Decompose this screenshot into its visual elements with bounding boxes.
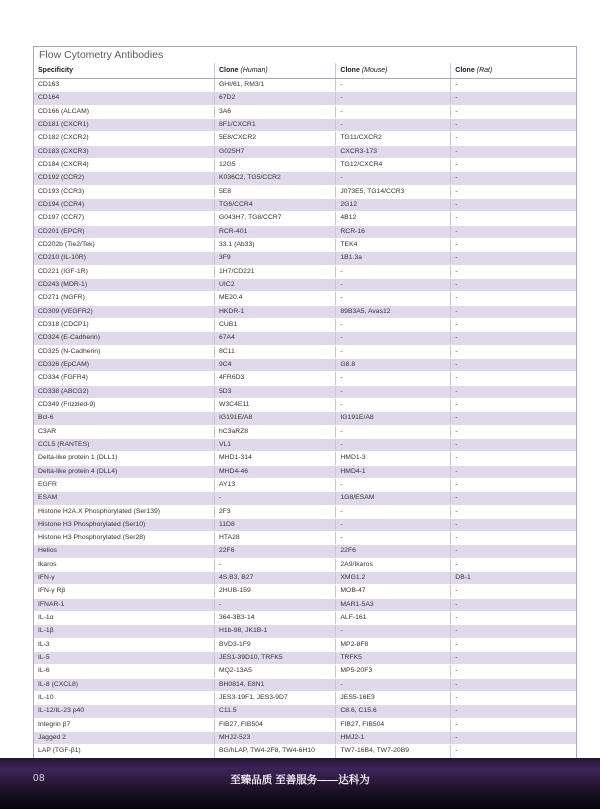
table-cell: - <box>336 478 451 491</box>
table-cell: - <box>336 332 451 345</box>
table-row <box>34 705 576 718</box>
table-cell: 12G5 <box>214 158 335 171</box>
page-title: Flow Cytometry Antibodies <box>39 49 164 61</box>
table-cell: IL-1α <box>34 612 214 625</box>
table-row <box>34 372 576 385</box>
table-cell: CD183 (CXCR3) <box>34 145 214 158</box>
table-cell: 4FR6D3 <box>214 372 335 385</box>
table-row <box>34 478 576 491</box>
table-cell: C11.5 <box>214 705 335 718</box>
table-cell: MOB-47 <box>336 585 451 598</box>
table-row <box>34 385 576 398</box>
table-cell: 5E8/CXCR2 <box>214 132 335 145</box>
table-row <box>34 332 576 345</box>
table-cell: MHD1-314 <box>214 452 335 465</box>
table-row <box>34 238 576 251</box>
table-cell: HMD4-1 <box>336 465 451 478</box>
table-cell: HMJ2-1 <box>336 732 451 745</box>
column-header-label: Specificity <box>38 66 74 74</box>
table-cell: - <box>336 532 451 545</box>
table-cell: CD243 (MDR-1) <box>34 278 214 291</box>
table-cell: Jagged 2 <box>34 732 214 745</box>
table-cell: IG191E/A8 <box>214 412 335 425</box>
table-cell: Histone H3 Phosphorylated (Ser10) <box>34 518 214 531</box>
table-cell: C8.6, C15.6 <box>336 705 451 718</box>
table-cell: 2HUB-159 <box>214 585 335 598</box>
table-row <box>34 585 576 598</box>
table-cell: - <box>336 92 451 105</box>
table-cell: MP2-8F8 <box>336 638 451 651</box>
column-header-label: Clone <box>218 66 239 74</box>
table-cell: 8F1/CXCR1 <box>214 118 335 131</box>
table-cell: IFN-γ <box>34 572 214 585</box>
table-cell: TG11/CXCR2 <box>336 132 451 145</box>
table-cell: G025H7 <box>214 145 335 158</box>
table-row <box>34 132 576 145</box>
table-cell: - <box>336 625 451 638</box>
table-row <box>34 145 576 158</box>
table-cell: CD182 (CXCR2) <box>34 132 214 145</box>
table-row <box>34 318 576 331</box>
table-cell: Bcl-6 <box>34 412 214 425</box>
table-cell: - <box>451 225 576 238</box>
table-cell: FIB27, FIB504 <box>336 718 451 731</box>
table-cell: JES3-19F1, JES3-9D7 <box>214 692 335 705</box>
table-row <box>34 398 576 411</box>
table-cell: MAR1-5A3 <box>336 598 451 611</box>
table-cell: - <box>336 318 451 331</box>
table-cell: CD201 (EPCR) <box>34 225 214 238</box>
table-cell: 22F6 <box>214 545 335 558</box>
table-row <box>34 158 576 171</box>
table-cell: - <box>451 398 576 411</box>
table-cell: RCR-16 <box>336 225 451 238</box>
table-row <box>34 412 576 425</box>
table-cell: - <box>336 385 451 398</box>
table-cell: 4S.B3, B27 <box>214 572 335 585</box>
table-cell: TEK4 <box>336 238 451 251</box>
table-cell: IL-10 <box>34 692 214 705</box>
table-cell: - <box>451 665 576 678</box>
table-row <box>34 532 576 545</box>
table-row <box>34 358 576 371</box>
table-cell: - <box>451 558 576 571</box>
table-cell: 5E8 <box>214 185 335 198</box>
table-header-row <box>34 63 576 79</box>
table-row <box>34 292 576 305</box>
table-cell: - <box>451 705 576 718</box>
table-row <box>34 118 576 131</box>
table-cell: - <box>451 585 576 598</box>
table-row <box>34 198 576 211</box>
table-row <box>34 172 576 185</box>
table-cell: - <box>451 318 576 331</box>
table-cell: 1H7/CD221 <box>214 265 335 278</box>
table-cell: JES1-39D10, TRFK5 <box>214 652 335 665</box>
table-cell: IL-5 <box>34 652 214 665</box>
table-cell: 11D8 <box>214 518 335 531</box>
table-row <box>34 452 576 465</box>
table-row <box>34 558 576 571</box>
table-cell: - <box>451 105 576 118</box>
table-cell: ME20.4 <box>214 292 335 305</box>
table-cell: G043H7, TG8/CCR7 <box>214 212 335 225</box>
table-cell: TRFK5 <box>336 652 451 665</box>
table-row <box>34 718 576 731</box>
table-cell: - <box>336 678 451 691</box>
column-header-species: (Human) <box>240 66 268 74</box>
table-cell: - <box>451 732 576 745</box>
table-row <box>34 492 576 505</box>
table-cell: GHI/61, RM3/1 <box>214 79 335 92</box>
table-cell: - <box>451 252 576 265</box>
table-cell: DB-1 <box>451 572 576 585</box>
table-cell: CD166 (ALCAM) <box>34 105 214 118</box>
table-cell: - <box>451 265 576 278</box>
table-cell: - <box>451 452 576 465</box>
table-cell: 2G12 <box>336 198 451 211</box>
table-cell: - <box>451 212 576 225</box>
table-cell: - <box>336 105 451 118</box>
table-row <box>34 92 576 105</box>
table-cell: - <box>451 412 576 425</box>
table-row <box>34 612 576 625</box>
page-number: 08 <box>33 773 46 784</box>
table-cell: CCL5 (RANTES) <box>34 438 214 451</box>
table-cell: - <box>451 425 576 438</box>
table-cell: CD326 (EpCAM) <box>34 358 214 371</box>
table-cell: CD349 (Frizzled-9) <box>34 398 214 411</box>
table-cell: Ikaros <box>34 558 214 571</box>
table-cell: HMD1-3 <box>336 452 451 465</box>
table-cell: - <box>451 438 576 451</box>
table-cell: IFN-γ Rβ <box>34 585 214 598</box>
table-cell: 1B1.3a <box>336 252 451 265</box>
table-cell: - <box>336 345 451 358</box>
table-cell: VL1 <box>214 438 335 451</box>
table-cell: 22F6 <box>336 545 451 558</box>
table-cell: - <box>451 372 576 385</box>
table-cell: G8.8 <box>336 358 451 371</box>
table-cell: CD193 (CCR3) <box>34 185 214 198</box>
table-row <box>34 265 576 278</box>
table-cell: CD184 (CXCR4) <box>34 158 214 171</box>
table-cell: IFNAR-1 <box>34 598 214 611</box>
table-row <box>34 505 576 518</box>
table-cell: CD181 (CXCR1) <box>34 118 214 131</box>
table-cell: IL-12/IL-23 p40 <box>34 705 214 718</box>
table-cell: HTA28 <box>214 532 335 545</box>
table-cell: 4B12 <box>336 212 451 225</box>
table-cell: 2A9/Ikaros <box>336 558 451 571</box>
table-cell: Histone H3 Phosphorylated (Ser28) <box>34 532 214 545</box>
table-row <box>34 345 576 358</box>
footer-bar <box>0 758 600 809</box>
table-cell: Delta-like protein 4 (DLL4) <box>34 465 214 478</box>
table-row <box>34 225 576 238</box>
column-header-species: (Mouse) <box>361 66 388 74</box>
table-cell: C3AR <box>34 425 214 438</box>
table-row <box>34 425 576 438</box>
table-cell: BG/hLAP, TW4-2F8, TW4-6H10 <box>214 745 335 758</box>
table-cell: - <box>451 652 576 665</box>
table-cell: CXCR3-173 <box>336 145 451 158</box>
table-cell: - <box>451 292 576 305</box>
table-cell: CD202b (Tie2/Tek) <box>34 238 214 251</box>
table-cell: 33.1 (Ab33) <box>214 238 335 251</box>
table-cell: CD271 (NGFR) <box>34 292 214 305</box>
table-cell: 2F3 <box>214 505 335 518</box>
table-cell: - <box>451 145 576 158</box>
table-cell: - <box>451 278 576 291</box>
table-cell: - <box>451 465 576 478</box>
table-cell: TG12/CXCR4 <box>336 158 451 171</box>
table-cell: - <box>451 505 576 518</box>
table-cell: 3F9 <box>214 252 335 265</box>
table-cell: Helios <box>34 545 214 558</box>
table-cell: JES5-16E3 <box>336 692 451 705</box>
table-cell: 9C4 <box>214 358 335 371</box>
column-header-label: Clone <box>455 66 475 74</box>
table-cell: H1b-98, JK1B-1 <box>214 625 335 638</box>
table-cell: - <box>336 172 451 185</box>
table-cell: EGFR <box>34 478 214 491</box>
table-cell: AY13 <box>214 478 335 491</box>
table-row <box>34 598 576 611</box>
table-cell: Integrin β7 <box>34 718 214 731</box>
table-cell: - <box>451 612 576 625</box>
table-row <box>34 745 576 758</box>
table-cell: MHD4-46 <box>214 465 335 478</box>
table-cell: 3A6 <box>214 105 335 118</box>
table-cell: - <box>451 638 576 651</box>
table-cell: IL-1β <box>34 625 214 638</box>
table-row <box>34 212 576 225</box>
column-header <box>336 63 451 79</box>
table-cell: CD334 (FGFR4) <box>34 372 214 385</box>
table-cell: - <box>451 745 576 758</box>
table-row <box>34 518 576 531</box>
antibody-data-table <box>34 63 576 771</box>
table-cell: 67A4 <box>214 332 335 345</box>
table-cell: IG191E/A8 <box>336 412 451 425</box>
table-cell: CD318 (CDCP1) <box>34 318 214 331</box>
table-cell: RCR-401 <box>214 225 335 238</box>
table-cell: - <box>451 345 576 358</box>
table-cell: MQ2-13A5 <box>214 665 335 678</box>
table-cell: IL-8 (CXCL8) <box>34 678 214 691</box>
table-cell: - <box>336 79 451 92</box>
table-row <box>34 278 576 291</box>
table-cell: - <box>336 398 451 411</box>
table-row <box>34 185 576 198</box>
table-cell: - <box>451 332 576 345</box>
table-cell: - <box>451 518 576 531</box>
table-row <box>34 652 576 665</box>
table-cell: Delta-like protein 1 (DLL1) <box>34 452 214 465</box>
table-cell: - <box>451 545 576 558</box>
column-header <box>214 63 335 79</box>
table-cell: - <box>451 92 576 105</box>
table-cell: ESAM <box>34 492 214 505</box>
table-cell: - <box>451 305 576 318</box>
table-cell: CD197 (CCR7) <box>34 212 214 225</box>
table-cell: IL-3 <box>34 638 214 651</box>
table-cell: CD164 <box>34 92 214 105</box>
table-row <box>34 665 576 678</box>
table-cell: - <box>336 372 451 385</box>
table-cell: TG6/CCR4 <box>214 198 335 211</box>
table-row <box>34 638 576 651</box>
table-cell: Histone H2A.X Phosphorylated (Ser139) <box>34 505 214 518</box>
table-cell: - <box>451 625 576 638</box>
column-header <box>451 63 576 79</box>
table-cell: MP5-20F3 <box>336 665 451 678</box>
table-cell: XMG1.2 <box>336 572 451 585</box>
table-cell: CD325 (N-Cadherin) <box>34 345 214 358</box>
table-cell: - <box>336 118 451 131</box>
table-row <box>34 678 576 691</box>
table-cell: 5D3 <box>214 385 335 398</box>
table-row <box>34 465 576 478</box>
table-cell: 8C11 <box>214 345 335 358</box>
table-cell: - <box>451 158 576 171</box>
table-cell: - <box>451 598 576 611</box>
table-cell: CD309 (VEGFR2) <box>34 305 214 318</box>
table-row <box>34 545 576 558</box>
table-cell: - <box>214 598 335 611</box>
table-cell: - <box>336 518 451 531</box>
table-cell: HKDR-1 <box>214 305 335 318</box>
table-cell: CUB1 <box>214 318 335 331</box>
table-cell: J073E5, TG14/CCR3 <box>336 185 451 198</box>
table-cell: CD210 (IL-10R) <box>34 252 214 265</box>
table-row <box>34 105 576 118</box>
table-cell: 1G8/ESAM <box>336 492 451 505</box>
table-cell: UIC2 <box>214 278 335 291</box>
table-cell: K036C2, TG5/CCR2 <box>214 172 335 185</box>
table-cell: - <box>451 385 576 398</box>
table-cell: - <box>451 118 576 131</box>
table-cell: BVD3-1F9 <box>214 638 335 651</box>
antibody-table <box>33 46 577 772</box>
table-row <box>34 79 576 92</box>
table-cell: - <box>451 132 576 145</box>
table-cell: - <box>451 185 576 198</box>
table-cell: - <box>451 358 576 371</box>
table-cell: CD163 <box>34 79 214 92</box>
table-cell: hC3aRZ8 <box>214 425 335 438</box>
table-cell: TW7-16B4, TW7-20B9 <box>336 745 451 758</box>
table-cell: - <box>451 718 576 731</box>
table-cell: - <box>451 678 576 691</box>
table-row <box>34 252 576 265</box>
table-cell: - <box>336 425 451 438</box>
table-cell: - <box>451 238 576 251</box>
table-cell: - <box>336 265 451 278</box>
column-header <box>34 63 214 79</box>
table-row <box>34 572 576 585</box>
table-cell: - <box>451 172 576 185</box>
table-cell: - <box>214 492 335 505</box>
table-cell: 364-3B3-14 <box>214 612 335 625</box>
table-cell: - <box>451 532 576 545</box>
table-cell: W3C4E11 <box>214 398 335 411</box>
table-cell: BH0814, E8N1 <box>214 678 335 691</box>
table-row <box>34 305 576 318</box>
table-cell: - <box>451 198 576 211</box>
table-cell: FIB27, FIB504 <box>214 718 335 731</box>
table-cell: - <box>451 492 576 505</box>
table-cell: CD324 (E-Cadherin) <box>34 332 214 345</box>
table-row <box>34 438 576 451</box>
table-cell: CD338 (ABCG2) <box>34 385 214 398</box>
table-cell: LAP (TGF-β1) <box>34 745 214 758</box>
table-cell: - <box>451 478 576 491</box>
footer-slogan: 至臻品质 至善服务——达科为 <box>230 774 370 786</box>
table-cell: - <box>336 292 451 305</box>
table-cell: ALF-161 <box>336 612 451 625</box>
table-cell: 89B3A5, Avas12 <box>336 305 451 318</box>
table-cell: CD221 (IGF-1R) <box>34 265 214 278</box>
table-row <box>34 692 576 705</box>
table-cell: CD194 (CCR4) <box>34 198 214 211</box>
table-cell: CD192 (CCR2) <box>34 172 214 185</box>
column-header-label: Clone <box>340 66 360 74</box>
table-cell: MHJ2-523 <box>214 732 335 745</box>
column-header-species: (Rat) <box>476 66 493 74</box>
table-cell: - <box>336 505 451 518</box>
table-row <box>34 732 576 745</box>
table-cell: - <box>336 438 451 451</box>
table-cell: 67D2 <box>214 92 335 105</box>
table-cell: IL-6 <box>34 665 214 678</box>
antibody-table-body <box>34 79 576 772</box>
table-row <box>34 625 576 638</box>
table-cell: - <box>336 278 451 291</box>
table-cell: - <box>451 79 576 92</box>
table-cell: - <box>451 692 576 705</box>
table-cell: - <box>214 558 335 571</box>
